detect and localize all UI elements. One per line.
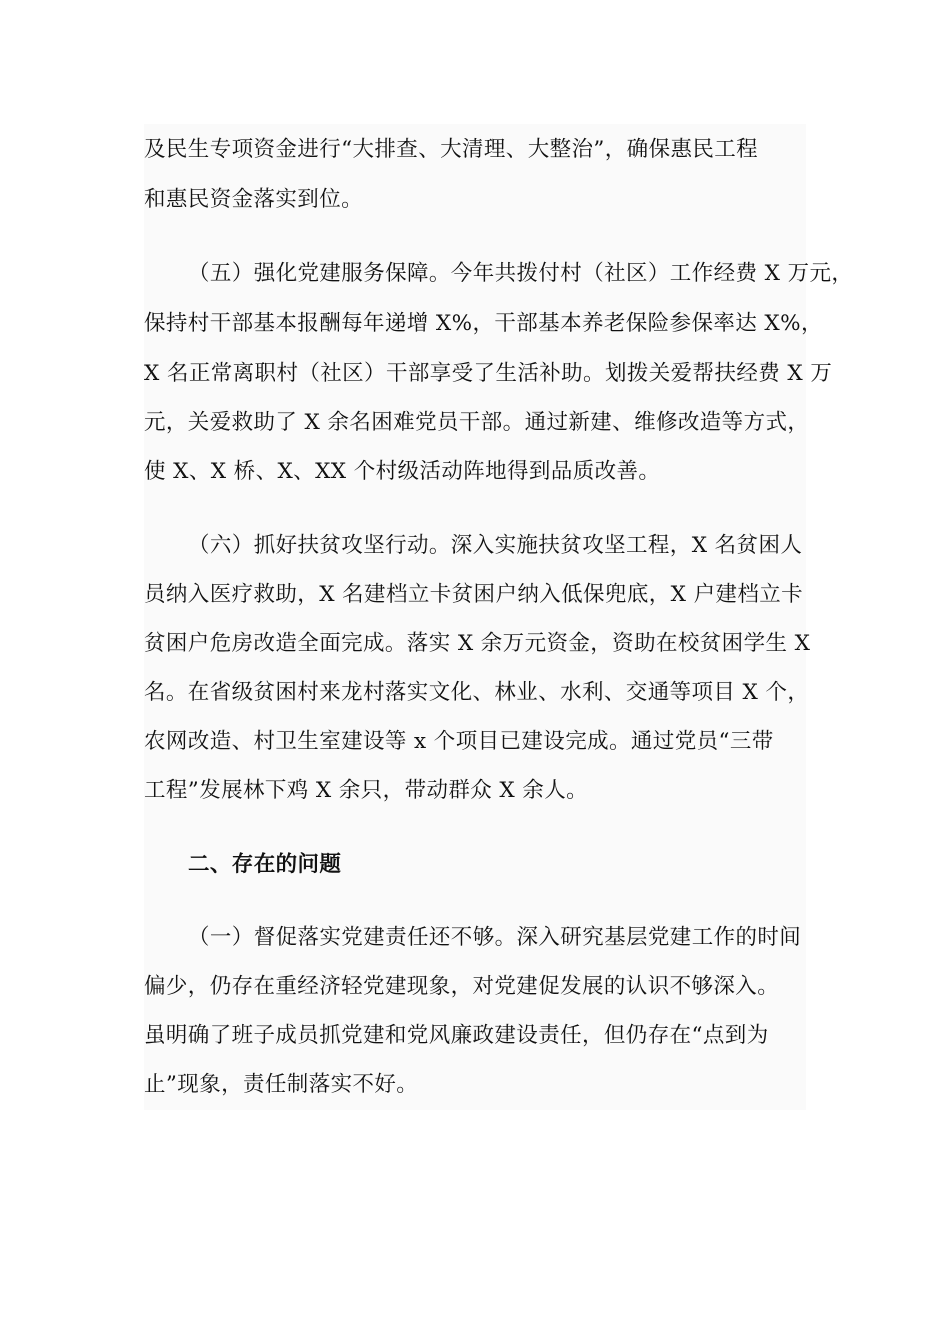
paragraph-line: （六）抓好扶贫攻坚行动。深入实施扶贫攻坚工程，X 名贫困人 (188, 533, 803, 558)
paragraph-line: 及民生专项资金进行“大排查、大清理、大整治”，确保惠民工程 (144, 137, 759, 162)
paragraph-line: 农网改造、村卫生室建设等 x 个项目已建设完成。通过党员“三带 (144, 729, 774, 754)
page-content-block (144, 124, 854, 1110)
paragraph-line: 虽明确了班子成员抓党建和党风廉政建设责任，但仍存在“点到为 (144, 1023, 769, 1048)
paragraph-line: X 名正常离职村（社区）干部享受了生活补助。划拨关爱帮扶经费 X 万 (144, 361, 833, 386)
paragraph-line: 保持村干部基本报酬每年递增 X%，干部基本养老保险参保率达 X%， (144, 311, 823, 336)
paragraph-line: 员纳入医疗救助，X 名建档立卡贫困户纳入低保兜底，X 户建档立卡 (144, 582, 804, 607)
paragraph-line: 元，关爱救助了 X 余名困难党员干部。通过新建、维修改造等方式， (144, 410, 810, 435)
paragraph-line: （一）督促落实党建责任还不够。深入研究基层党建工作的时间 (188, 925, 802, 950)
paragraph-line: 止”现象，责任制落实不好。 (144, 1072, 419, 1097)
paragraph-line: 工程”发展林下鸡 X 余只，带动群众 X 余人。 (144, 778, 589, 803)
paragraph-line: 名。在省级贫困村来龙村落实文化、林业、水利、交通等项目 X 个， (144, 680, 810, 705)
paragraph-line: 和惠民资金落实到位。 (144, 187, 364, 212)
paragraph-line: 偏少，仍存在重经济轻党建现象，对党建促发展的认识不够深入。 (144, 974, 780, 999)
paragraph-line: 使 X、X 桥、X、XX 个村级活动阵地得到品质改善。 (144, 459, 661, 484)
paragraph-line: （五）强化党建服务保障。今年共拨付村（社区）工作经费 X 万元， (188, 261, 854, 286)
paragraph-line: 贫困户危房改造全面完成。落实 X 余万元资金，资助在校贫困学生 X (144, 631, 811, 656)
section-heading: 二、存在的问题 (188, 852, 342, 877)
